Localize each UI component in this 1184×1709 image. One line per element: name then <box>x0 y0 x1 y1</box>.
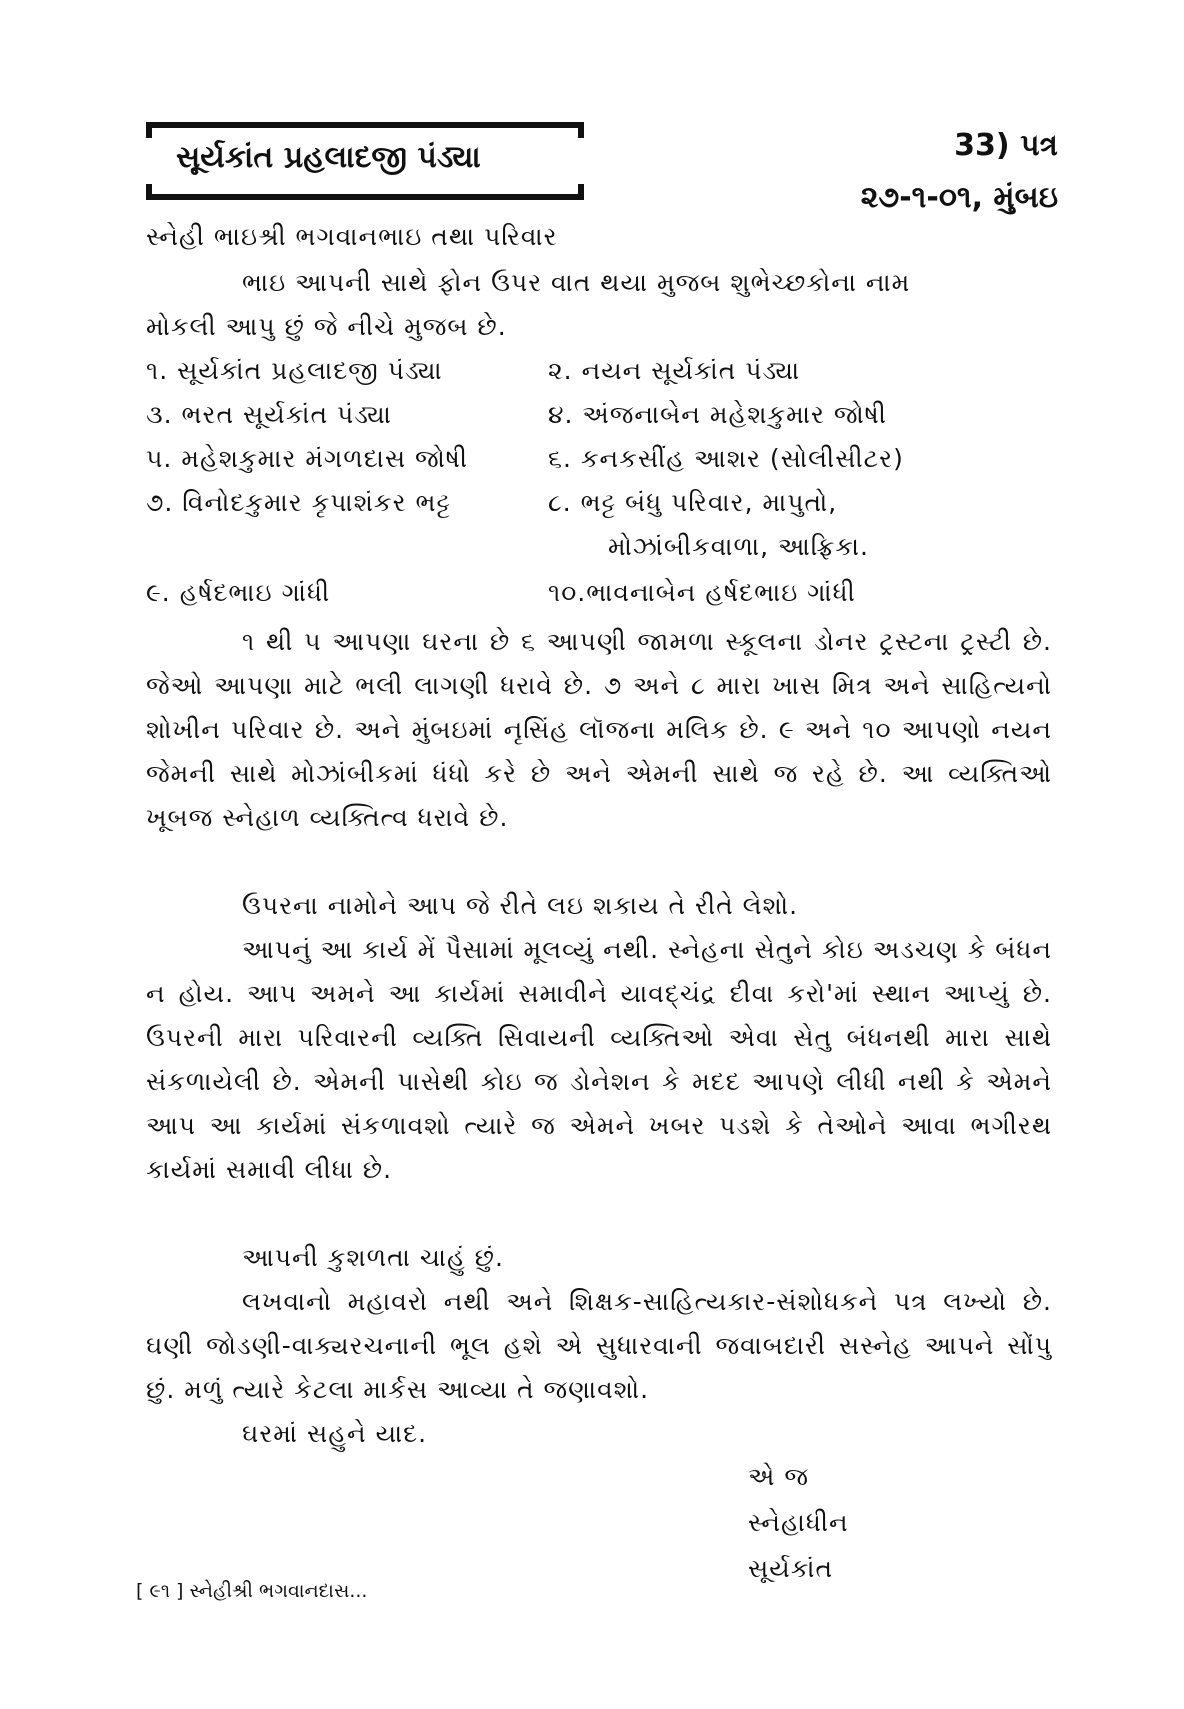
paragraph-6-text: ઘરમાં સહુને યાદ. <box>242 1419 428 1448</box>
name-list-item: ૧. સૂર્યકાંત પ્રહલાદજી પંડ્યા <box>146 356 443 385</box>
author-name: સૂર્યકાંત પ્રહલાદજી પંડ્યા <box>176 140 481 175</box>
letter-date-place: ૨૭-૧-૦૧, મુંબઇ <box>860 180 1058 215</box>
name-list-item: મોઝાંબીકવાળા, આફ્રિકા. <box>608 532 869 561</box>
paragraph-4-text: આપની કુશળતા ચાહું છું. <box>242 1243 504 1272</box>
name-list-item: ૩. ભરત સૂર્યકાંત પંડ્યા <box>146 400 392 429</box>
paragraph-3 <box>146 928 1052 1192</box>
box-top-rule <box>146 122 584 128</box>
closing-line: સ્નેહાધીન <box>748 1508 849 1537</box>
letter-number: 33) પત્ર <box>954 128 1058 163</box>
paragraph-2-text: ઉપરના નામોને આપ જે રીતે લઇ શકાય તે રીતે લેશો. <box>242 891 799 920</box>
box-corner <box>146 122 152 138</box>
salutation: સ્નેહી ભાઇશ્રી ભગવાનભાઇ તથા પરિવાર <box>146 222 558 251</box>
box-bottom-rule <box>146 194 584 200</box>
page-footer: [ ૯૧ ] સ્નેહીશ્રી ભગવાનદાસ... <box>136 1580 368 1602</box>
paragraph-2 <box>146 884 1052 928</box>
name-list-item: ૫. મહેશકુમાર મંગળદાસ જોષી <box>146 444 469 473</box>
name-list-item: ૨. નયન સૂર્યકાંત પંડ્યા <box>548 356 801 385</box>
signature-name: સૂર્યકાંત <box>748 1554 834 1583</box>
intro-line-1: ભાઇ આપની સાથે ફોન ઉપર વાત થયા મુજબ શુભેચ્છકોના નામ <box>242 268 911 297</box>
paragraph-5-text: લખવાનો મહાવરો નથી અને શિક્ષક-સાહિત્યકાર-સંશોધકને પત્ર લખ્યો છે. ઘણી જોડણી-વાક્યરચનાની ભૂલ હશે એ સુધારવાની જવાબદારી સસ્નેહ આપને સોંપુ છું. મળું ત્યારે કેટલા માર્કસ આવ્યા તે જણાવશો. <box>146 1287 1052 1404</box>
paragraph-5 <box>146 1280 1052 1412</box>
intro-line-2: મોકલી આપુ છું જે નીચે મુજબ છે. <box>146 312 507 341</box>
box-corner <box>146 184 152 200</box>
name-list-item: ૯. હર્ષદભાઇ ગાંધી <box>146 578 331 607</box>
box-corner <box>578 184 584 200</box>
paragraph-6 <box>146 1412 1052 1456</box>
box-corner <box>578 122 584 138</box>
paragraph-1-text: ૧ થી ૫ આપણા ઘરના છે ૬ આપણી જામળા સ્કૂલના ડોનર ટ્રસ્ટના ટ્રસ્ટી છે. જેઓ આપણા માટે ભલી લાગણી ધરાવે છે. ૭ અને ૮ મારા ખાસ મિત્ર અને સાહિત્યનો શોખીન પરિવાર છે. અને મુંબઇમાં નૃસિંહ લૉજના મલિક છે. ૯ અને ૧૦ આપણો નયન જેમની સાથે મોઝાંબીકમાં ધંધો કરે છે અને એમની સાથે જ રહે છે. આ વ્યક્તિઓ ખૂબજ સ્નેહાળ વ્યક્તિત્વ ધરાવે છે. <box>146 627 1052 832</box>
name-list-item: ૭. વિનોદકુમાર કૃપાશંકર ભટ્ટ <box>146 488 451 517</box>
closing-line: એ જ <box>748 1462 809 1491</box>
name-list-item: ૬. કનકસીંહ આશર (સોલીસીટર) <box>548 444 904 473</box>
paragraph-3-text: આપનું આ કાર્ય મેં પૈસામાં મૂલવ્યું નથી. સ્નેહના સેતુને કોઇ અડચણ કે બંધન ન હોય. આપ અમને આ કાર્યમાં સમાવીને યાવદ્ચંદ્ર દીવા કરો'માં સ્થાન આપ્યું છે. ઉપરની મારા પરિવારની વ્યક્તિ સિવાયની વ્યક્તિઓ એવા સેતુ બંધનથી મારા સાથે સંકળાયેલી છે. એમની પાસેથી કોઇ જ ડોનેશન કે મદદ આપણે લીધી નથી કે એમને આપ આ કાર્યમાં સંકળાવશો ત્યારે જ એમને ખબર પડશે કે તેઓને આવા ભગીરથ કાર્યમાં સમાવી લીધા છે. <box>146 935 1052 1184</box>
name-list-item: ૪. અંજનાબેન મહેશકુમાર જોષી <box>548 400 887 429</box>
author-name-box <box>146 122 584 200</box>
name-list-item: ૮. ભટ્ટ બંધુ પરિવાર, માપુતો, <box>548 488 838 517</box>
paragraph-4 <box>146 1236 1052 1280</box>
name-list-item: ૧૦.ભાવનાબેન હર્ષદભાઇ ગાંધી <box>548 578 856 607</box>
paragraph-1 <box>146 620 1052 840</box>
